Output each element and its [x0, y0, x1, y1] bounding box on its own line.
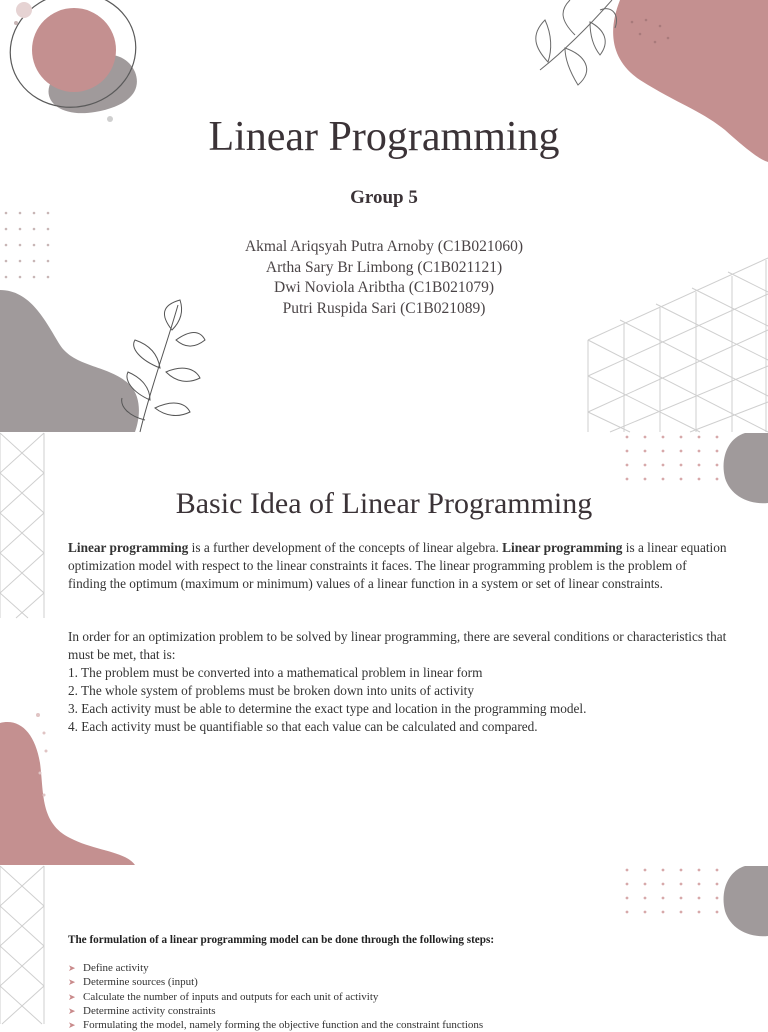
list-item: [68, 1004, 483, 1018]
group-subtitle: Group 5: [350, 187, 418, 208]
arrow-right-icon: ➤: [68, 1005, 76, 1016]
step-text: Define activity: [83, 962, 149, 974]
term-bold: Linear programming: [68, 540, 189, 555]
term-bold: Linear programming: [502, 540, 623, 555]
definition-paragraph: [68, 539, 728, 593]
condition-item: 4. Each activity must be quantifiable so that each value can be calculated and compared.: [68, 719, 538, 734]
list-item: [68, 990, 483, 1004]
step-text: Determine sources (input): [83, 976, 198, 989]
pink-blob-shape: [0, 722, 135, 865]
list-item: [68, 1018, 483, 1032]
steps-heading: The formulation of a linear programming model can be done through the following steps:: [68, 934, 495, 946]
arrow-right-icon: ➤: [68, 1020, 76, 1031]
member-name: Akmal Ariqsyah Putra Arnoby (C1B021060): [244, 238, 524, 255]
pink-circle-shape: [32, 8, 116, 92]
member-name: Dwi Noviola Aribtha (C1B021079): [274, 279, 494, 297]
condition-item: 2. The whole system of problems must be broken down into units of activity: [68, 683, 474, 698]
dot-grid-shape: [626, 436, 719, 481]
steps-list: [68, 961, 483, 1032]
arrow-right-icon: ➤: [68, 963, 76, 973]
member-list: [0, 237, 768, 320]
basic-idea-slide: [0, 433, 768, 865]
leaf-branch-icon: [536, 0, 617, 85]
dot-grid-shape: [626, 869, 719, 914]
small-dot-shape: [16, 2, 32, 18]
paragraph-text: is a further development of the concepts of linear algebra.: [188, 540, 503, 555]
arrow-right-icon: ➤: [68, 991, 76, 1002]
list-item: [68, 961, 483, 975]
dot-shape: [14, 21, 18, 25]
step-text: Determine activity constraints: [83, 1004, 216, 1017]
member-name: Artha Sary Br Limbong (C1B021121): [265, 258, 503, 276]
presentation-title: Linear Programming: [208, 114, 560, 160]
gray-blob-shape: [724, 866, 768, 936]
conditions-paragraph: [68, 628, 728, 736]
slide-title: Basic Idea of Linear Programming: [175, 487, 593, 520]
triangle-grid-shape: [0, 433, 44, 618]
triangle-grid-shape: [0, 866, 44, 1024]
slide1-decoration: [0, 0, 768, 432]
step-text: Calculate the number of inputs and outputs for each unit of activity: [83, 990, 379, 1003]
condition-item: 3. Each activity must be able to determine the exact type and location in the programming model.: [68, 701, 587, 716]
member-name: Putri Ruspida Sari (C1B021089): [282, 300, 486, 318]
step-text: Formulating the model, namely forming the objective function and the constraint functions: [83, 1019, 484, 1032]
paragraph-text: is a linear equation optimization model with respect to the linear constraints it faces. The linear programming problem is the problem of finding the optimum (maximum or minimum) values of a linear function in a system or set of linear constraints.: [68, 540, 727, 591]
condition-item: 1. The problem must be converted into a mathematical problem in linear form: [68, 665, 483, 680]
conditions-intro: In order for an optimization problem to be solved by linear programming, there are several conditions or characteristics that must be met, that is:: [68, 629, 727, 662]
formulation-slide: [0, 866, 768, 1032]
title-slide: [0, 0, 768, 432]
arrow-right-icon: ➤: [68, 977, 76, 988]
list-item: [68, 975, 483, 989]
